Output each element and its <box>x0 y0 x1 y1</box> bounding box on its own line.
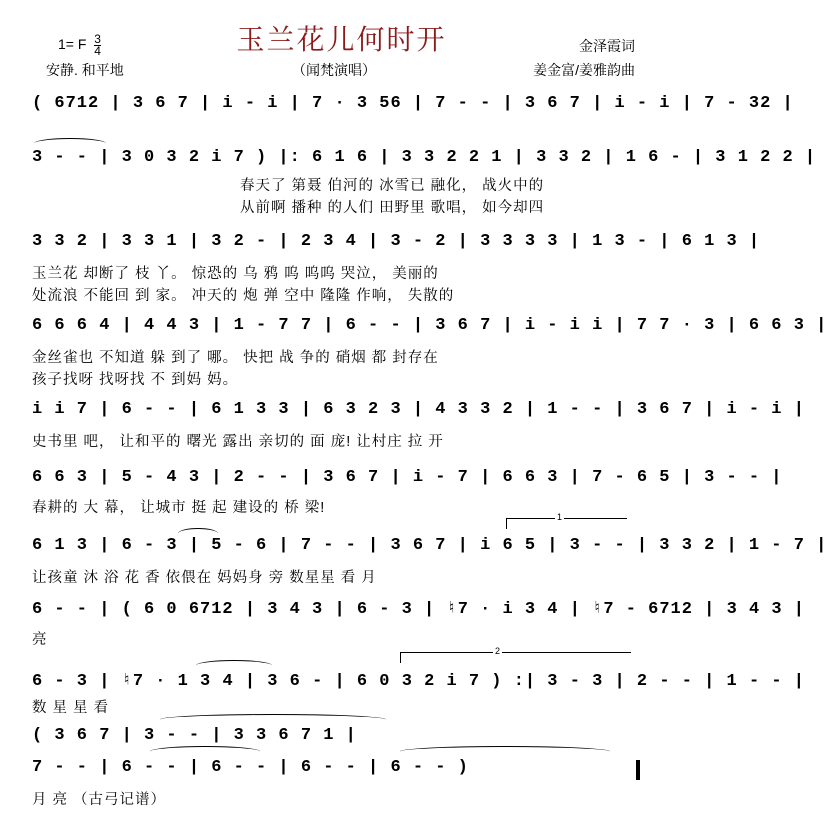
slur <box>160 714 386 725</box>
notation-row-10: ( 3 6 7 | 3 - - | 3 3 6 7 1 | <box>32 726 357 745</box>
lyric-row-3a: 玉兰花 却断了 枝 丫。 惊恐的 乌 鸦 呜 呜呜 哭泣， 美丽的 <box>32 266 439 282</box>
lyric-row-2b: 从前啊 播种 的人们 田野里 歌唱， 如今却四 <box>240 200 545 216</box>
second-ending-bracket <box>400 646 631 663</box>
notation-row-7: 6 1 3 | 6 - 3 | 5 - 6 | 7 - - | 3 6 7 | i 6 5 | 3 - - | 3 3 2 | 1 - 7 | <box>32 536 827 555</box>
lyric-row-11: 月 亮 （古弓记谱） <box>32 792 167 808</box>
notation-row-1: ( 6712 | 3 6 7 | i - i | 7 · 3 56 | 7 - - | 3 6 7 | i - i | 7 - 32 | <box>32 94 794 113</box>
lyric-row-6: 春耕的 大 幕， 让城市 挺 起 建设的 桥 梁! <box>32 500 326 516</box>
lyric-row-4a: 金丝雀也 不知道 躲 到了 哪。 快把 战 争的 硝烟 都 封存在 <box>32 350 439 366</box>
slur <box>150 746 260 757</box>
song-title: 玉兰花儿何时开 <box>236 23 447 56</box>
composer: 姜金富/姜雅韵曲 <box>533 62 635 78</box>
lyricist: 金泽霞词 <box>579 38 635 54</box>
notation-row-4: 6 6 6 4 | 4 4 3 | 1 - 7 7 | 6 - - | 3 6 7 | i - i i | 7 7 · 3 | 6 6 3 | <box>32 316 827 335</box>
notation-row-3: 3 3 2 | 3 3 1 | 3 2 - | 2 3 4 | 3 - 2 | 3 3 3 3 | 1 3 - | 6 1 3 | <box>32 232 761 251</box>
notation-row-11: 7 - - | 6 - - | 6 - - | 6 - - | 6 - - ) <box>32 758 469 777</box>
time-bottom: 4 <box>94 44 101 58</box>
notation-row-6: 6 6 3 | 5 - 4 3 | 2 - - | 3 6 7 | i - 7 | 6 6 3 | 7 - 6 5 | 3 - - | <box>32 468 783 487</box>
slur <box>400 746 610 757</box>
lyric-row-7: 让孩童 沐 浴 花 香 依偎在 妈妈身 旁 数星星 看 月 <box>32 570 377 586</box>
key-label: 1= F <box>58 36 87 53</box>
first-ending-bracket <box>506 512 627 529</box>
second-ending-number: 2 <box>495 646 501 656</box>
lyric-row-2a: 春天了 第聂 伯河的 冰雪已 融化， 战火中的 <box>240 178 545 194</box>
time-top: 3 <box>94 32 101 46</box>
lyric-row-4b: 孩子找呀 找呀找 不 到妈 妈。 <box>32 372 239 388</box>
lyric-row-5: 史书里 吧， 让和平的 曙光 露出 亲切的 面 庞! 让村庄 拉 开 <box>32 434 444 450</box>
first-ending-number: 1 <box>557 512 563 522</box>
lyric-row-8: 亮 <box>32 632 48 648</box>
notation-row-5: i i 7 | 6 - - | 6 1 3 3 | 6 3 2 3 | 4 3 3 2 | 1 - - | 3 6 7 | i - i | <box>32 400 805 419</box>
notation-row-8: 6 - - | ( 6 0 6712 | 3 4 3 | 6 - 3 | ♮7 · i 3 4 | ♮7 - 6712 | 3 4 3 | <box>32 600 805 619</box>
performer: （闻梵演唱） <box>292 62 376 78</box>
lyric-row-9: 数 星 星 看 <box>32 700 110 716</box>
notation-row-9: 6 - 3 | ♮7 · 1 3 4 | 3 6 - | 6 0 3 2 i 7 ) :| 3 - 3 | 2 - - | 1 - - | <box>32 672 805 691</box>
tempo-marking: 安静. 和平地 <box>46 62 124 78</box>
final-barline <box>636 760 640 780</box>
lyric-row-3b: 处流浪 不能回 到 家。 冲天的 炮 弹 空中 隆隆 作响， 失散的 <box>32 288 455 304</box>
notation-row-2: 3 - - | 3 0 3 2 i 7 ) |: 6 1 6 | 3 3 2 2 1 | 3 3 2 | 1 6 - | 3 1 2 2 | <box>32 148 817 167</box>
